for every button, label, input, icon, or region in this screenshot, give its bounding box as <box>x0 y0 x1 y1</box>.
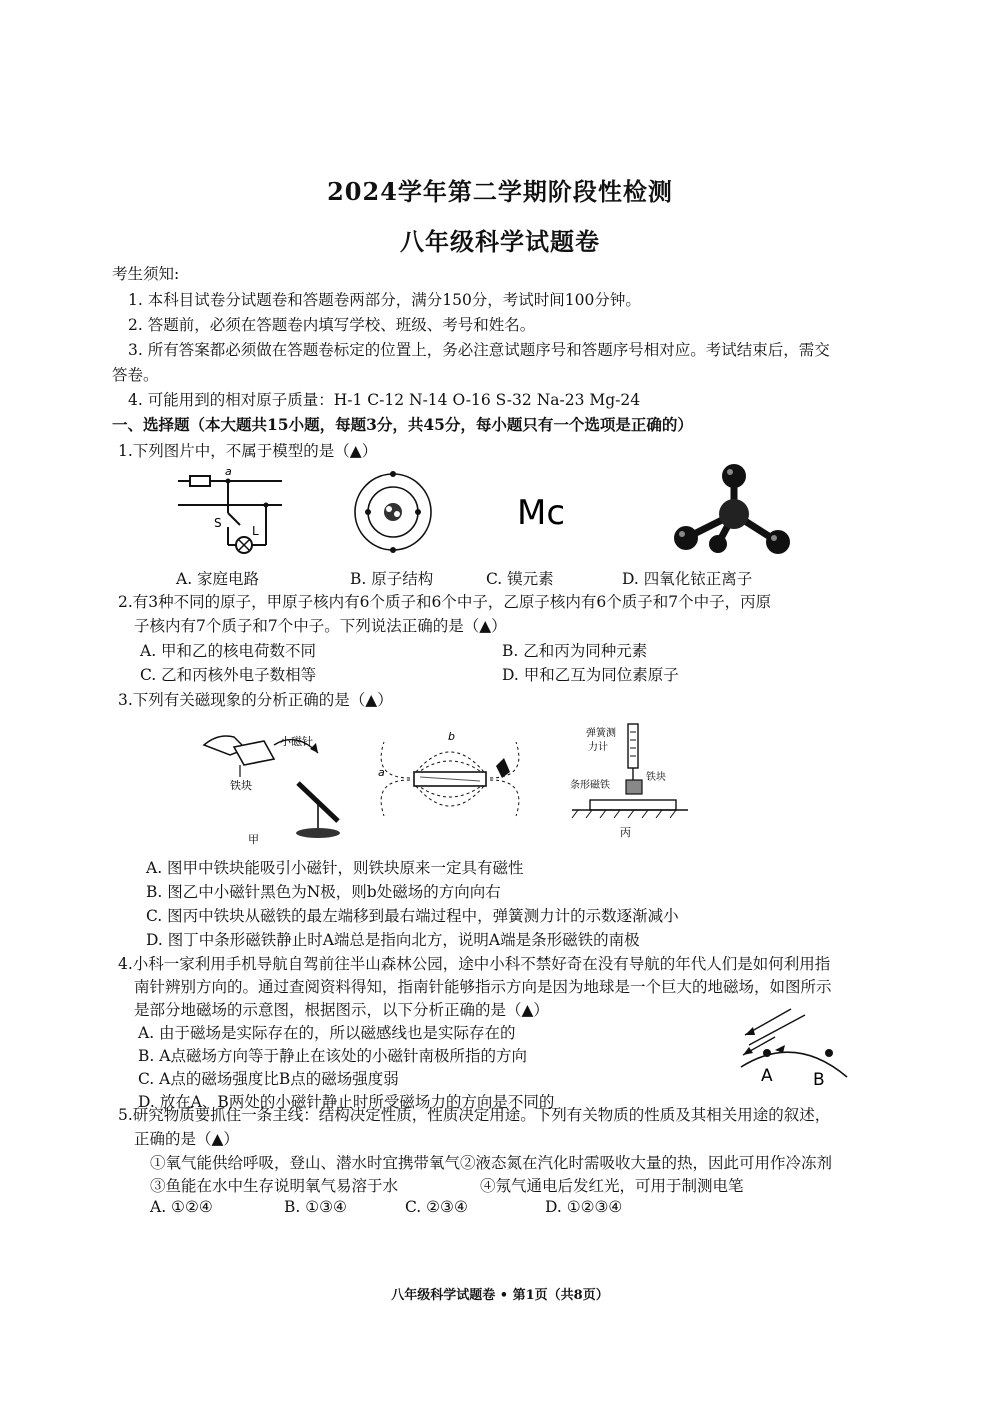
question-1-stem: 1.下列图片中，不属于模型的是（▲） <box>118 442 378 460</box>
earth-magnetic-field-figure <box>735 1005 855 1095</box>
q4-option-c: C. A点的磁场强度比B点的磁场强度弱 <box>138 1070 399 1088</box>
label-spring-1: 弹簧测 <box>586 728 616 739</box>
q2-option-c: C. 乙和丙核外电子数相等 <box>140 666 317 684</box>
label-s: S <box>214 516 222 530</box>
q5-statement: ①氧气能供给呼吸，登山、潜水时宜携带氧气②液态氮在汽化时需吸收大量的热，因此可用作冷冻剂 <box>150 1154 833 1172</box>
exam-subtitle: 八年级科学试题卷 <box>400 227 600 256</box>
label-a: a <box>225 465 232 478</box>
q1-option-a: A. 家庭电路 <box>176 570 260 588</box>
label-bing: 丙 <box>620 826 631 839</box>
q5-statement: ④氖气通电后发红光，可用于制测电笔 <box>480 1177 744 1195</box>
notice-item: 3. 所有答案都必须做在答题卷标定的位置上，务必注意试题序号和答题序号相对应。考试结束后，需交 <box>128 341 830 359</box>
q1-option-b: B. 原子结构 <box>350 570 434 588</box>
q5-statement: ③鱼能在水中生存说明氧气易溶于水 <box>150 1177 399 1195</box>
section-heading: 一、选择题（本大题共15小题，每题3分，共45分，每小题只有一个选项是正确的） <box>112 415 693 434</box>
notice-item: 2. 答题前，必须在答题卷内填写学校、班级、考号和姓名。 <box>128 316 536 334</box>
notice-item: 4. 可能用到的相对原子质量：H-1 C-12 N-14 O-16 S-32 Na-23 Mg-24 <box>128 391 641 409</box>
notice-item: 答卷。 <box>112 366 159 384</box>
figure-bing-spring-scale <box>570 722 690 842</box>
q4-option-a: A. 由于磁场是实际存在的，所以磁感线也是实际存在的 <box>138 1024 516 1042</box>
question-4-stem: 是部分地磁场的示意图，根据图示，以下分析正确的是（▲） <box>134 1001 549 1019</box>
q2-option-a: A. 甲和乙的核电荷数不同 <box>140 642 317 660</box>
label-compass: 小磁针 <box>280 735 313 748</box>
q4-option-b: B. A点磁场方向等于静止在该处的小磁针南极所指的方向 <box>138 1047 527 1065</box>
question-5-stem: 正确的是（▲） <box>134 1130 239 1148</box>
exam-title: 2024学年第二学期阶段性检测 <box>327 177 673 206</box>
label-jia: 甲 <box>248 833 259 846</box>
q1-option-c: C. 镆元素 <box>486 570 554 588</box>
question-2-stem: 子核内有7个质子和7个中子。下列说法正确的是（▲） <box>134 617 507 635</box>
q3-option-d: D. 图丁中条形磁铁静止时A端总是指向北方，说明A端是条形磁铁的南极 <box>146 931 640 949</box>
q5-option-a: A. ①②④ <box>150 1198 213 1216</box>
label-point-b: B <box>813 1070 825 1090</box>
page-footer: 八年级科学试题卷 • 第1页（共8页） <box>391 1288 609 1303</box>
label-l: L <box>252 524 259 538</box>
q5-option-d: D. ①②③④ <box>545 1198 623 1216</box>
question-4-stem: 4.小科一家利用手机导航自驾前往半山森林公园，途中小科不禁好奇在没有导航的年代人们是如何利用指 <box>118 955 831 973</box>
molecule-figure <box>668 462 798 557</box>
q4-option-d: D. 放在A、B两处的小磁针静止时所受磁场力的方向是不同的 <box>138 1093 555 1111</box>
question-5-stem: 5.研究物质要抓住一条主线：结构决定性质，性质决定用途。下列有关物质的性质及其相关用途的叙述， <box>118 1106 831 1124</box>
label-b: b <box>448 730 455 743</box>
q3-option-a: A. 图甲中铁块能吸引小磁针，则铁块原来一定具有磁性 <box>146 859 524 877</box>
household-circuit-figure <box>170 465 290 560</box>
label-point-a: A <box>761 1066 773 1086</box>
q2-option-b: B. 乙和丙为同种元素 <box>502 642 648 660</box>
element-symbol-mc: Mc <box>517 493 566 533</box>
notice-heading: 考生须知: <box>112 265 180 283</box>
label-iron: 铁块 <box>230 779 252 792</box>
question-3-stem: 3.下列有关磁现象的分析正确的是（▲） <box>118 691 393 709</box>
label-iron-2: 铁块 <box>646 772 666 783</box>
label-spring-2: 力计 <box>588 742 608 753</box>
notice-item: 1. 本科目试卷分试题卷和答题卷两部分，满分150分，考试时间100分钟。 <box>128 291 641 309</box>
q5-option-b: B. ①③④ <box>284 1198 347 1216</box>
q3-option-b: B. 图乙中小磁针黑色为N极，则b处磁场的方向向右 <box>146 883 501 901</box>
label-bar-magnet: 条形磁铁 <box>570 780 610 791</box>
atom-structure-figure <box>352 466 434 558</box>
q2-option-d: D. 甲和乙互为同位素原子 <box>502 666 679 684</box>
question-2-stem: 2.有3种不同的原子，甲原子核内有6个质子和6个中子，乙原子核内有6个质子和7个中子，丙原 <box>118 593 772 611</box>
q5-option-c: C. ②③④ <box>405 1198 468 1216</box>
q3-option-c: C. 图丙中铁块从磁铁的最左端移到最右端过程中，弹簧测力计的示数逐渐减小 <box>146 907 679 925</box>
figure-jia-compass <box>200 725 350 845</box>
figure-yi-bar-magnet-field <box>370 728 530 828</box>
q1-option-d: D. 四氧化铱正离子 <box>622 570 753 588</box>
label-a-field: a <box>378 766 385 779</box>
element-symbol-figure <box>515 490 575 533</box>
question-4-stem: 南针辨别方向的。通过查阅资料得知，指南针能够指示方向是因为地球是一个巨大的地磁场，如图所示 <box>134 978 832 996</box>
